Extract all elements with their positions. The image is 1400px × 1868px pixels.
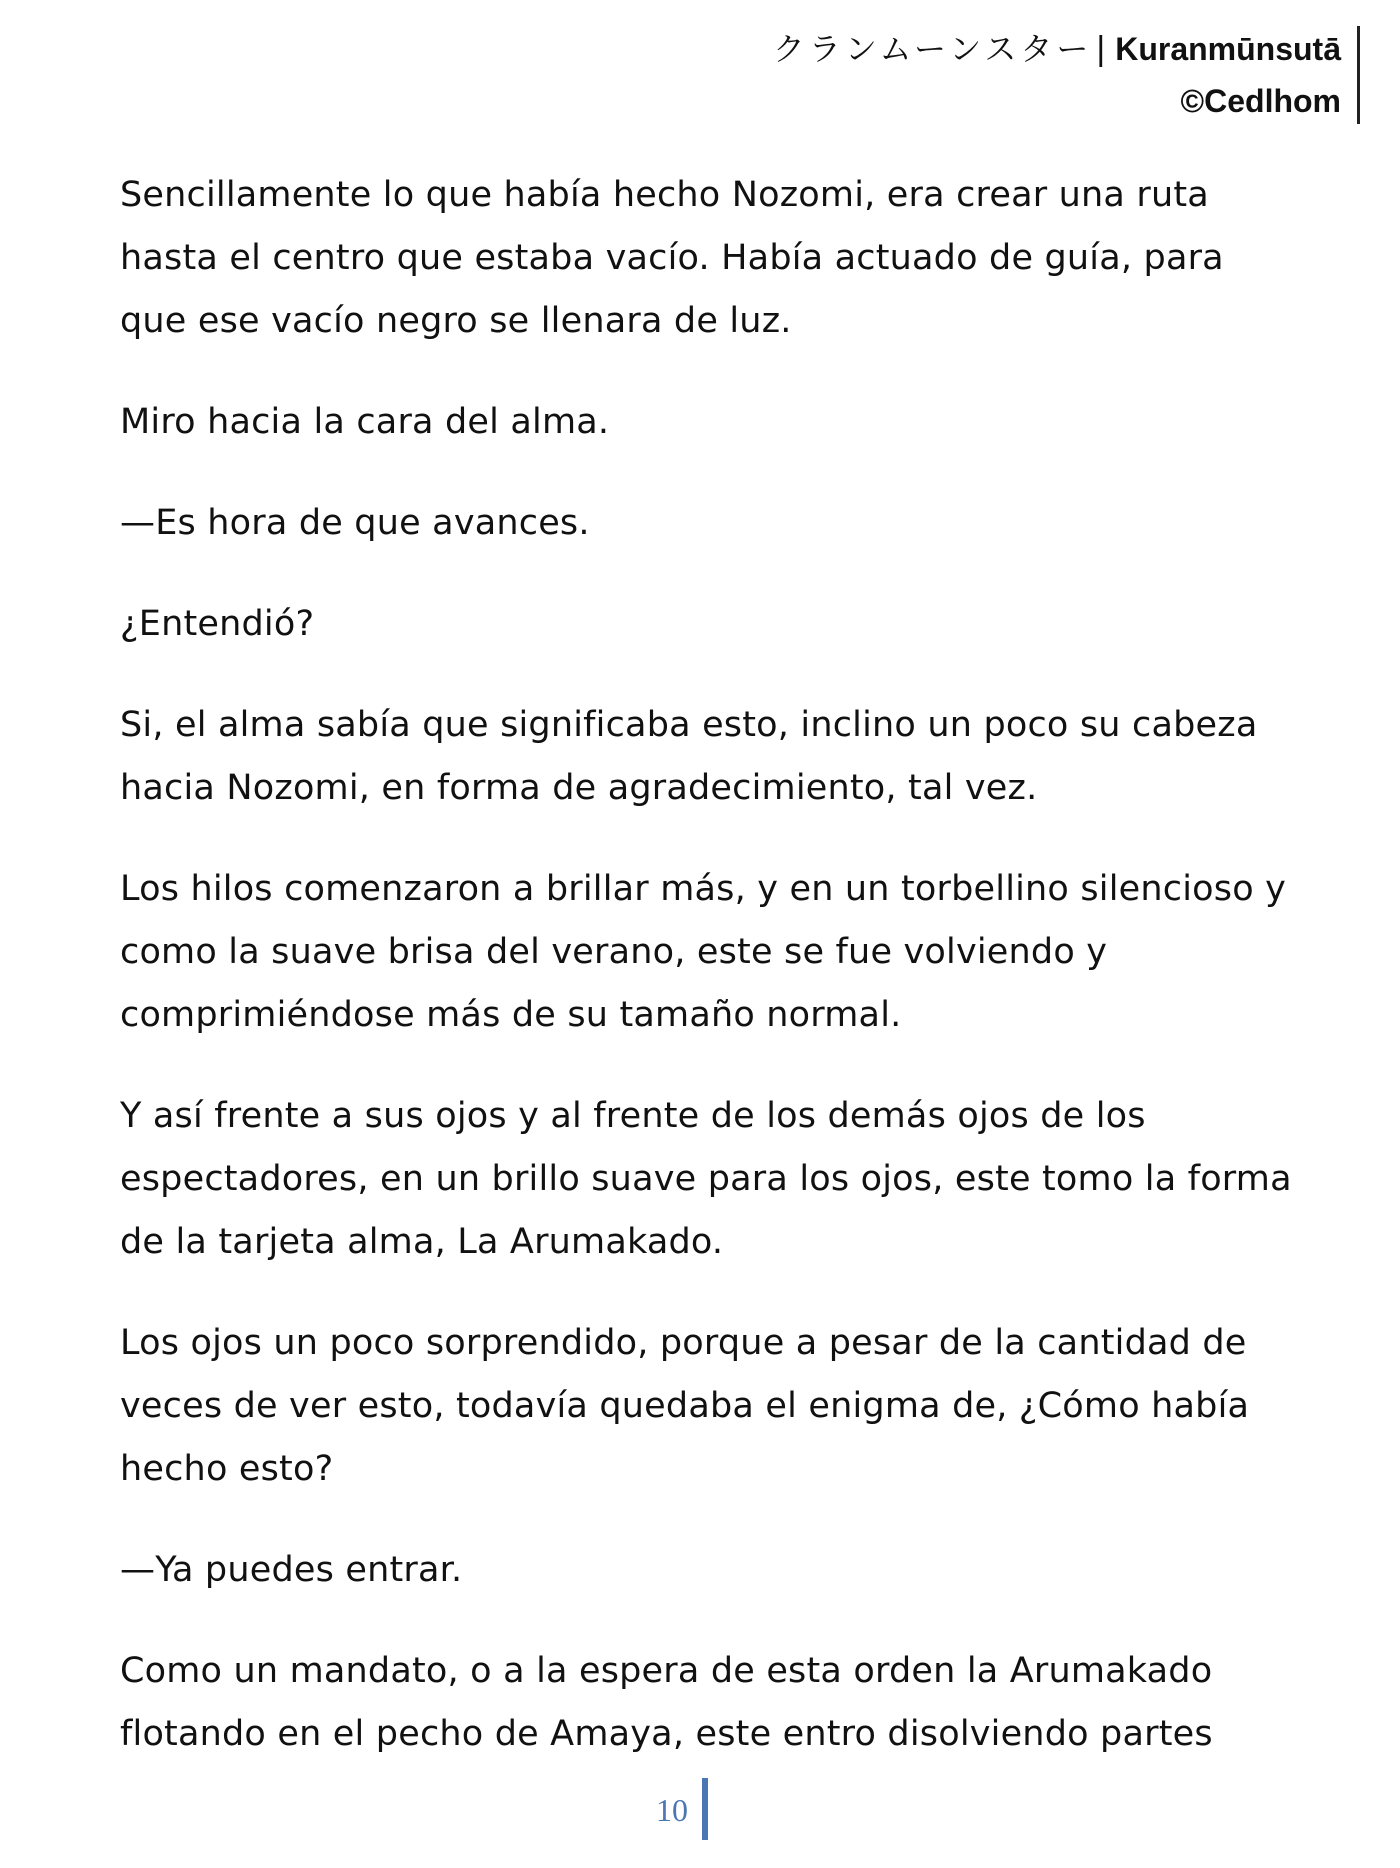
page-footer <box>0 1778 1400 1842</box>
paragraph: Si, el alma sabía que significaba esto, inclino un poco su cabeza hacia Nozomi, en forma de agradecimiento, tal vez. <box>120 705 1258 808</box>
paragraph: Sencillamente lo que había hecho Nozomi, era crear una ruta hasta el centro que estaba vacío. Había actuado de guía, para que ese vacío negro se llenara de luz. <box>120 175 1224 341</box>
paragraph: Miro hacia la cara del alma. <box>120 402 610 442</box>
header-title-line <box>773 26 1341 78</box>
header-copyright: ©Cedlhom <box>1180 83 1341 119</box>
page-number-divider <box>702 1778 708 1840</box>
page-number: 10 <box>656 1792 688 1828</box>
paragraph: Como un mandato, o a la espera de esta orden la Arumakado flotando en el pecho de Amaya, este entro disolviendo partes <box>120 1651 1213 1754</box>
paragraph: ¿Entendió? <box>120 604 315 644</box>
paragraph: Los hilos comenzaron a brillar más, y en un torbellino silencioso y como la suave brisa del verano, este se fue volviendo y comprimiéndose más de su tamaño normal. <box>120 869 1287 1035</box>
header-separator: | <box>1096 30 1106 68</box>
paragraph: Los ojos un poco sorprendido, porque a pesar de la cantidad de veces de ver esto, todavía quedaba el enigma de, ¿Cómo había hecho esto? <box>120 1323 1250 1489</box>
paragraph: —Ya puedes entrar. <box>120 1550 463 1590</box>
header-japanese-title: クランムーンスター <box>772 30 1093 68</box>
header-romanized-title: Kuranmūnsutā <box>1115 31 1341 67</box>
body-text <box>120 164 1300 1804</box>
page-header <box>773 26 1360 124</box>
paragraph: Y así frente a sus ojos y al frente de los demás ojos de los espectadores, en un brillo suave para los ojos, este tomo la forma de la tarjeta alma, La Arumakado. <box>120 1096 1292 1262</box>
paragraph: —Es hora de que avances. <box>120 503 590 543</box>
